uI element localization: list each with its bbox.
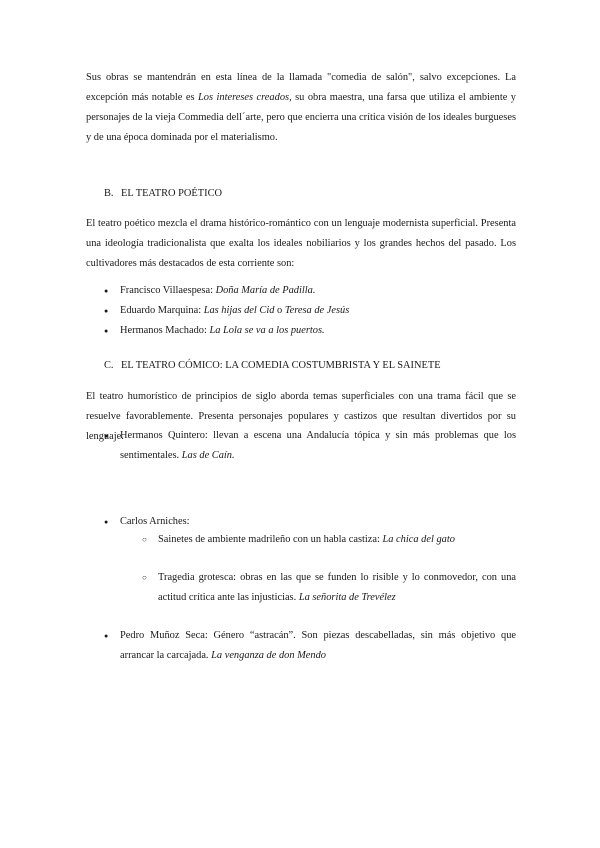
author: Carlos Arniches: (120, 516, 190, 527)
connector: o (274, 305, 285, 316)
list-item (86, 426, 516, 466)
section-title: EL TEATRO POÉTICO (121, 188, 223, 199)
section-b-paragraph: El teatro poético mezcla el drama histórico-romántico con un lenguaje modernista superficial. Presenta una ideología tradicionalista que exalta los ideales nobiliarios y los grandes hechos del pasado. Los cultivadores más destacados de esta corriente son: (86, 218, 516, 269)
work-title: La Lola se va a los puertos. (209, 325, 325, 336)
work-title: Las de Caín. (181, 450, 235, 461)
section-c-paragraph: El teatro humorístico de principios de siglo aborda temas superficiales con una trama fácil que se resuelve favorablemente. Presenta personajes populares y castizos que resultan divertidos por su lenguaje. (86, 391, 516, 442)
list-item (86, 626, 516, 666)
work-title: La señorita de Trevélez (298, 592, 396, 603)
comedy-list (86, 426, 516, 466)
genre-text: Sainetes de ambiente madrileño con un habla castiza: (158, 534, 383, 545)
section-letter: C. (104, 360, 114, 371)
arniches-list (86, 512, 516, 532)
author: Francisco Villaespesa: (120, 285, 216, 296)
list-item (86, 321, 516, 341)
author: Eduardo Marquina: (120, 305, 204, 316)
author: Pedro Muñoz Seca: Género “astracán”. Son piezas descabelladas, sin más objetivo que arrancar la carcajada. (120, 630, 516, 661)
arniches-sublist-2 (86, 568, 516, 608)
author: Hermanos Machado: (120, 325, 210, 336)
intro-text-cont: , su obra maestra, una farsa que utiliza el ambiente y personajes de la vieja Commedia dell´arte, pero que encierra una crítica visión de los ideales burgueses y de una época dominada por el materialismo. (86, 92, 516, 143)
work-title: La venganza de don Mendo (211, 650, 326, 661)
work-title: Los intereses creados (198, 92, 290, 103)
intro-text: Sus obras se mantendrán en esta línea de la llamada "comedia de salón", salvo excepciones. La excepción más notable es (86, 72, 516, 103)
section-c-heading (104, 359, 441, 373)
work-title: La chica del gato (382, 534, 455, 545)
list-item (86, 512, 516, 532)
munoz-list (86, 626, 516, 666)
work-title: Las hijas del Cid (203, 305, 275, 316)
intro-paragraph (86, 68, 516, 148)
list-item (86, 281, 516, 301)
sublist-item (86, 568, 516, 608)
arniches-sublist (86, 530, 516, 550)
work-title: Doña María de Padilla. (215, 285, 316, 296)
work-title: Teresa de Jesús (284, 305, 350, 316)
author: Hermanos Quintero: llevan a escena una Andalucía tópica y sin más problemas que los sentimentales. (120, 430, 516, 461)
section-title: EL TEATRO CÓMICO: LA COMEDIA COSTUMBRISTA Y EL SAINETE (121, 360, 441, 371)
list-item (86, 301, 516, 321)
section-b-heading (104, 187, 222, 201)
sublist-item (86, 530, 516, 550)
genre-text: Tragedia grotesca: obras en las que se funden lo risible y lo conmovedor, con una actitud crítica ante las injusticias. (158, 572, 516, 603)
poets-list (86, 281, 516, 341)
section-letter: B. (104, 188, 114, 199)
